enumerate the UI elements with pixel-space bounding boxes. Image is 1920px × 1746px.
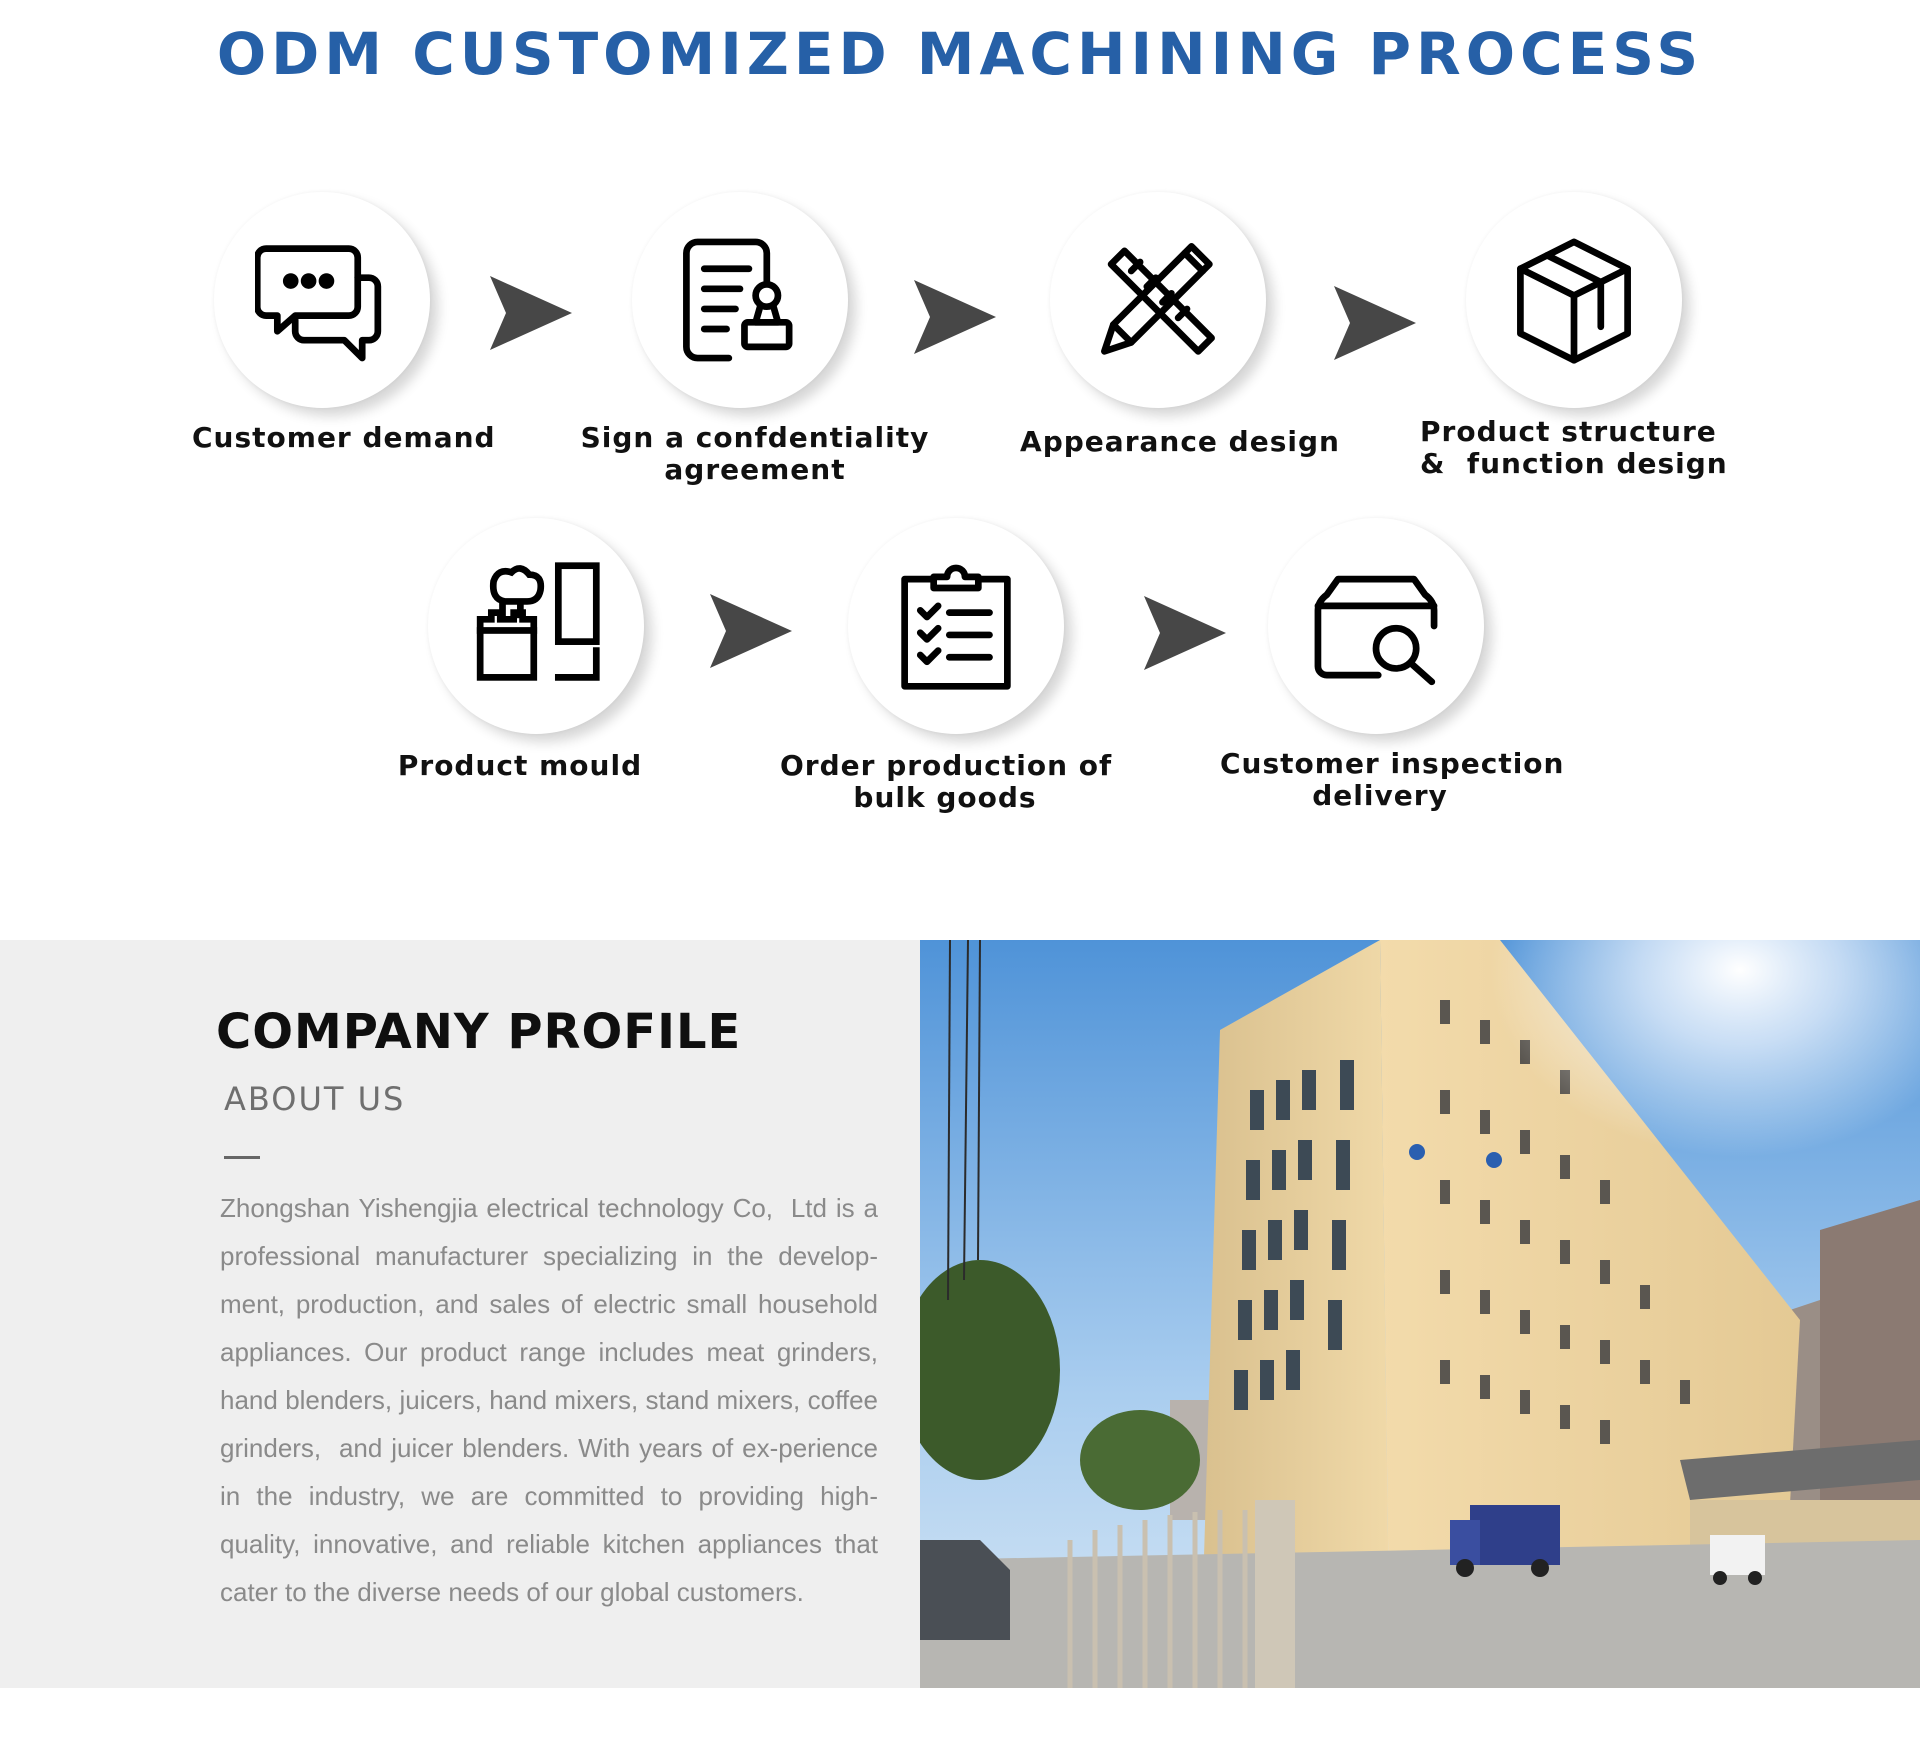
triangle-arrow-right-icon bbox=[1334, 286, 1416, 360]
step-label-line: Customer inspection bbox=[1220, 747, 1565, 780]
step-label-line: agreement bbox=[664, 453, 846, 486]
step-order-production bbox=[848, 518, 1064, 734]
step-label-order-production bbox=[780, 749, 1113, 814]
step-label-product-mould: Product mould bbox=[397, 749, 643, 782]
step-label-customer-demand: Customer demand bbox=[192, 421, 496, 454]
step-label-line: Order production of bbox=[780, 749, 1113, 782]
profile-description: Zhongshan Yishengjia electrical technology Co, Ltd is a professional manufacturer specializing in the develop-ment, production, and sales of electric small household appliances. Our product range includes meat grinders, hand blenders, juicers, hand mixers, stand mixers, coffee grinders, and juicer blenders. With years of ex-perience in the industry, we are committed to providing high-quality, innovative, and reliable kitchen appliances that cater to the diverse needs of our global customers. bbox=[220, 1193, 878, 1607]
triangle-arrow-right-icon bbox=[710, 594, 792, 668]
step-label-line: delivery bbox=[1312, 779, 1448, 812]
step-label-appearance-design: Appearance design bbox=[1020, 425, 1340, 458]
step-label-line: Sign a confdentiality bbox=[580, 421, 930, 454]
profile-divider bbox=[224, 1156, 260, 1159]
box-search-icon bbox=[1309, 559, 1443, 693]
step-label-inspection-delivery bbox=[1220, 747, 1565, 812]
chat-bubbles-icon bbox=[255, 233, 389, 367]
step-product-mould bbox=[428, 518, 644, 734]
profile-title: COMPANY PROFILE bbox=[216, 1004, 742, 1060]
step-label-structure-function bbox=[1420, 416, 1770, 480]
step-label-line: bulk goods bbox=[853, 781, 1037, 814]
mould-icon bbox=[469, 559, 603, 693]
step-label-line: Product structure bbox=[1420, 415, 1717, 448]
triangle-arrow-right-icon bbox=[914, 280, 996, 354]
step-inspection-delivery bbox=[1268, 518, 1484, 734]
clipboard-checklist-icon bbox=[889, 559, 1023, 693]
step-confidentiality-agreement bbox=[632, 192, 848, 408]
step-appearance-design bbox=[1050, 192, 1266, 408]
process-title: ODM CUSTOMIZED MACHINING PROCESS bbox=[216, 20, 1704, 88]
factory-building-photo bbox=[920, 940, 1920, 1688]
step-structure-function-design bbox=[1466, 192, 1682, 408]
step-label-line: & function design bbox=[1420, 447, 1728, 480]
contract-stamp-icon bbox=[673, 233, 807, 367]
step-label-confidentiality bbox=[570, 422, 940, 486]
profile-subtitle: ABOUT US bbox=[224, 1080, 406, 1118]
cube-icon bbox=[1507, 233, 1641, 367]
triangle-arrow-right-icon bbox=[1144, 596, 1226, 670]
triangle-arrow-right-icon bbox=[490, 276, 572, 350]
step-customer-demand bbox=[214, 192, 430, 408]
pencil-ruler-icon bbox=[1091, 233, 1225, 367]
